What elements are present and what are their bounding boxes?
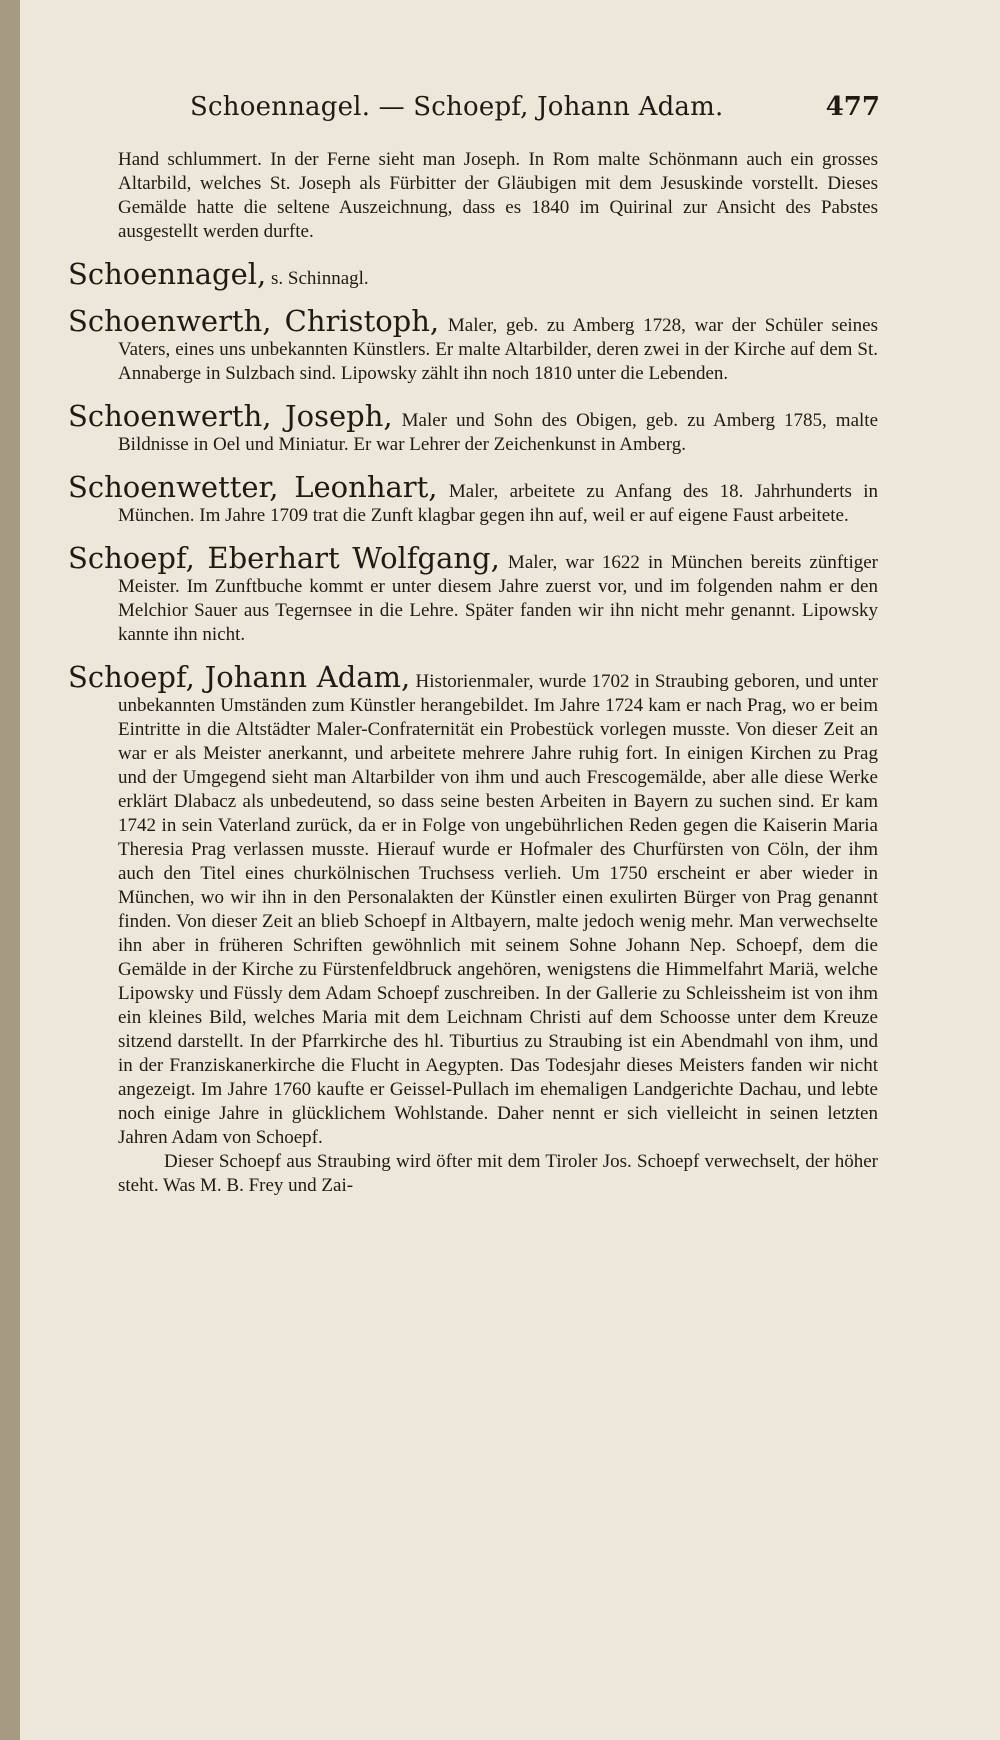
entry-heading: Schoepf, Johann Adam, [68, 660, 411, 694]
entry-text: Maler, war 1622 in München bereits zünftiger Meister. Im Zunftbuche kommt er unter diesem Jahre zuerst vor, und im folgenden nahm er den Melchior Sauer aus Tegernsee in die Lehre. Später fanden wir ihn nicht mehr genannt. Lipowsky kannte ihn nicht. [118, 552, 878, 645]
page-number: 477 [825, 92, 880, 122]
book-spine-edge [0, 0, 20, 1740]
entry-schoepf-johann-adam [68, 660, 878, 1150]
text-block [68, 148, 878, 1198]
entry-text: Maler, geb. zu Amberg 1728, war der Schüler seines Vaters, eines uns unbekannten Künstlers. Er malte Altarbilder, deren zwei in der Kirche auf dem St. Annaberge in Sulzbach sind. Lipowsky zählt ihn noch 1810 unter die Lebenden. [118, 315, 878, 384]
entry-schoennagel [68, 257, 878, 291]
entry-text: Historienmaler, wurde 1702 in Straubing geboren, und unter unbekannten Umständen zum Künstler herangebildet. Im Jahre 1724 kam er nach Prag, wo er beim Eintritte in die Altstädter Maler-Confraternität ein Probestück vorlegen musste. Von dieser Zeit an war er als Meister anerkannt, und arbeitete mehrere Jahre ruhig fort. In einigen Kirchen zu Prag und der Umgegend sieht man Altarbilder von ihm und auch Frescogemälde, aber alle diese Werke erklärt Dlabacz als unbedeutend, so dass seine besten Arbeiten in Bayern zu suchen sind. Er kam 1742 in sein Vaterland zurück, da er in Folge von ungebührlichen Reden gegen die Kaiserin Maria Theresia Prag verlassen musste. Hierauf wurde er Hofmaler des Churfürsten von Cöln, der ihm auch den Titel eines churkölnischen Truchsess verlieh. Um 1750 erscheint er aber wieder in München, wo wir ihn in den Personalakten der Künstler einen exulirten Bürger von Prag genannt finden. Von dieser Zeit an blieb Schoepf in Altbayern, malte jedoch wenig mehr. Man verwechselte ihn aber in früheren Schriften gewöhnlich mit seinem Sohne Johann Nep. Schoepf, dem die Gemälde in der Kirche zu Fürstenfeldbruck angehören, wenigstens die Himmelfahrt Mariä, welche Lipowsky und Füssly dem Adam Schoepf zuschreiben. In der Gallerie zu Schleissheim ist von ihm ein kleines Bild, welches Maria mit dem Leichnam Christi auf dem Schoosse unter dem Kreuze sitzend darstellt. In der Pfarrkirche des hl. Tiburtius zu Straubing ist ein Abendmahl von ihm, und in der Franziskanerkirche die Flucht in Aegypten. Das Todesjahr dieses Meisters fanden wir nicht angezeigt. Im Jahre 1760 kaufte er Geissel-Pullach im ehemaligen Landgerichte Dachau, und lebte noch einige Jahre in glücklichem Wohlstande. Daher nennt er sich vielleicht in seinen letzten Jahren Adam von Schoepf. [118, 671, 878, 1148]
entry-text: Maler und Sohn des Obigen, geb. zu Amberg 1785, malte Bildnisse in Oel und Miniatur. Er war Lehrer der Zeichenkunst in Amberg. [118, 410, 878, 455]
entry-text-continued: Dieser Schoepf aus Straubing wird öfter mit dem Tiroler Jos. Schoepf verwechselt, der höher steht. Was M. B. Frey und Zai- [118, 1151, 878, 1196]
entry-text: s. Schinnagl. [271, 268, 369, 289]
entry-schoenwerth-christoph [68, 304, 878, 386]
continuation-paragraph: Hand schlummert. In der Ferne sieht man Joseph. In Rom malte Schönmann auch ein grosses Altarbild, welches St. Joseph als Fürbitter der Gläubigen mit dem Jesuskinde vorstellt. Dieses Gemälde hatte die seltene Auszeichnung, dass es 1840 im Quirinal zur Ansicht des Pabstes ausgestellt werden durfte. [118, 149, 878, 242]
entry-heading: Schoennagel, [68, 257, 267, 291]
entry-schoepf-eberhart-wolfgang [68, 541, 878, 647]
running-title: Schoennagel. — Schoepf, Johann Adam. [190, 92, 724, 122]
entry-heading: Schoenwerth, Christoph, [68, 304, 440, 338]
page-header [190, 92, 880, 132]
entry-heading: Schoepf, Eberhart Wolfgang, [68, 541, 500, 575]
entry-heading: Schoenwetter, Leonhart, [68, 470, 438, 504]
entry-heading: Schoenwerth, Joseph, [68, 399, 393, 433]
entry-text: Maler, arbeitete zu Anfang des 18. Jahrhunderts in München. Im Jahre 1709 trat die Zunft klagbar gegen ihn auf, weil er auf eigene Faust arbeitete. [118, 481, 879, 526]
entry-schoenwerth-joseph [68, 399, 878, 457]
entry-schoenwetter-leonhart [68, 470, 879, 528]
